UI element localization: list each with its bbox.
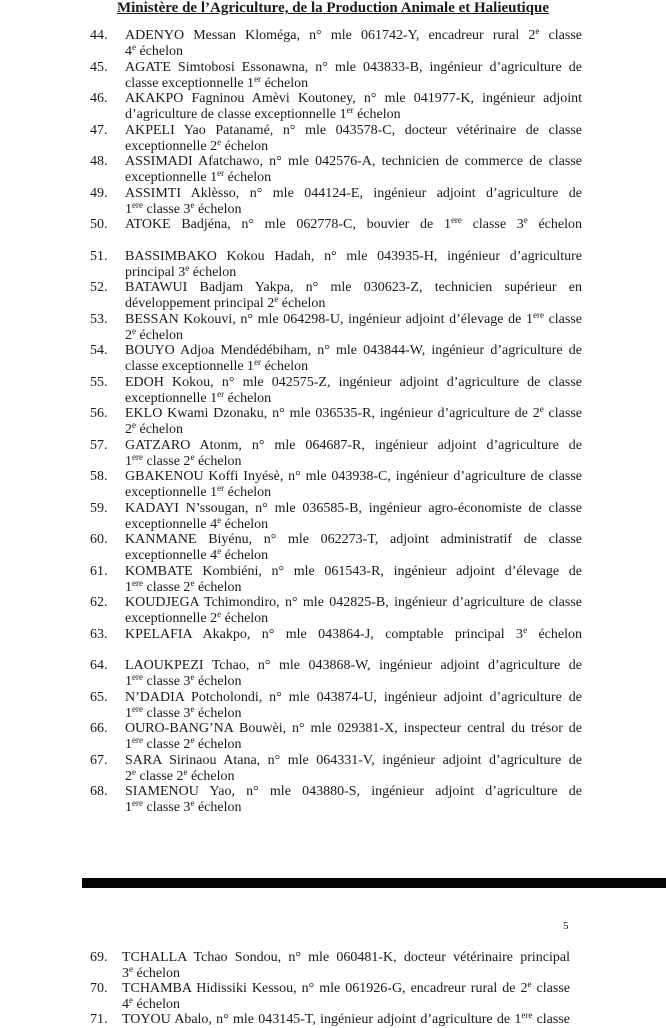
item-number: 55.: [90, 374, 108, 390]
item-text-line1: KOMBATE Kombiéni, n° mle 061543-R, ingénieur adjoint d’élevage de: [125, 563, 582, 579]
item-number: 51.: [90, 248, 108, 264]
item-number: 54.: [90, 343, 108, 358]
item-number: 47.: [90, 122, 108, 138]
item-text-line1: ASSIMTI Aklèsso, n° mle 044124-E, ingénieur adjoint d’agriculture de: [125, 185, 582, 201]
item-text-line2: exceptionnelle 2e échelon: [125, 136, 269, 154]
item-text-line2: 1ere classe 2e échelon: [125, 451, 242, 469]
item-text-line2: exceptionnelle 1er échelon: [125, 483, 272, 500]
item-number: 45.: [90, 59, 108, 75]
item-text-line1: ADENYO Messan Kloméga, n° mle 061742-Y, encadreur rural 2e classe: [125, 26, 582, 43]
item-number: 59.: [90, 500, 108, 516]
item-text-line2: 1ere classe 3e échelon: [125, 672, 242, 689]
item-text-line2: 4e échelon: [122, 995, 181, 1012]
item-text-line1: GBAKENOU Koffi Inyésè, n° mle 043938-C, ingénieur d’agriculture de classe: [125, 469, 582, 484]
item-number: 53.: [90, 311, 108, 327]
item-text-line2: 1ere classe 2e échelon: [125, 735, 242, 752]
item-text-line1: AKPELI Yao Patanamé, n° mle 043578-C, docteur vétérinaire de classe: [125, 122, 582, 138]
item-number: 48.: [90, 154, 108, 169]
item-text-line2: classe exceptionnelle 1er échelon: [125, 357, 309, 374]
item-text-line1: SIAMENOU Yao, n° mle 043880-S, ingénieur adjoint d’agriculture de: [125, 784, 582, 799]
item-text-line1: ATOKE Badjéna, n° mle 062778-C, bouvier de 1ere classe 3e échelon: [125, 215, 582, 232]
page-number: 5: [563, 920, 569, 932]
item-text-line1: BASSIMBAKO Kokou Hadah, n° mle 043935-H, ingénieur d’agriculture: [125, 248, 582, 264]
item-text-line1: ASSIMADI Afatchawo, n° mle 042576-A, technicien de commerce de classe: [125, 154, 582, 169]
item-text-line1: AGATE Simtobosi Essonawna, n° mle 043833-B, ingénieur d’agriculture de: [125, 59, 582, 75]
item-text-line1: OURO-BANG’NA Bouwèi, n° mle 029381-X, inspecteur central du trésor de: [125, 721, 582, 736]
ministry-heading: Ministère de l’Agriculture, de la Production Animale et Halieutique: [116, 0, 550, 16]
page-separator-band: [82, 878, 666, 888]
item-text-line2: 4e échelon: [125, 42, 184, 59]
item-text-line1: KPELAFIA Akakpo, n° mle 043864-J, comptable principal 3e échelon: [125, 624, 582, 642]
item-text-line2: exceptionnelle 2e échelon: [125, 609, 269, 626]
item-text-line2: classe exceptionnelle 1er échelon: [125, 73, 309, 91]
item-text-line2: d’agriculture de classe exceptionnelle 1er échelon: [125, 105, 401, 122]
item-text-line2: exceptionnelle 1er échelon: [125, 388, 272, 406]
item-number: 50.: [90, 217, 108, 232]
item-text-line2: 2e classe 2e échelon: [125, 766, 235, 784]
item-text-line1: KADAYI N’ssougan, n° mle 036585-B, ingénieur agro-économiste de classe: [125, 500, 582, 516]
item-number: 49.: [90, 185, 108, 201]
item-number: 66.: [90, 721, 108, 736]
item-text-line2: exceptionnelle 4e échelon: [125, 514, 269, 532]
item-number: 60.: [90, 532, 108, 547]
item-text-line1: KOUDJEGA Tchimondiro, n° mle 042825-B, ingénieur d’agriculture de classe: [125, 595, 582, 610]
item-number: 63.: [90, 626, 108, 642]
item-number: 67.: [90, 752, 108, 768]
item-text-line2: 1ere classe 3e échelon: [125, 703, 242, 721]
item-text-line1: LAOUKPEZI Tchao, n° mle 043868-W, ingénieur adjoint d’agriculture de: [125, 658, 582, 673]
item-number: 52.: [90, 280, 108, 295]
item-text-line1: N’DADIA Potcholondi, n° mle 043874-U, ingénieur adjoint d’agriculture de: [125, 689, 582, 705]
item-text-line2: principal 3e échelon: [125, 262, 237, 280]
item-number: 65.: [90, 689, 108, 705]
item-text-line2: 1ere classe 3e échelon: [125, 798, 242, 815]
item-text-line1: BESSAN Kokouvi, n° mle 064298-U, ingénieur adjoint d’élevage de 1ere classe: [125, 309, 582, 327]
item-text-line1: KANMANE Biyénu, n° mle 062273-T, adjoint administratif de classe: [125, 532, 582, 547]
item-text-line2: exceptionnelle 1er échelon: [125, 168, 272, 185]
item-text-line1: TOYOU Abalo, n° mle 043145-T, ingénieur adjoint d’agriculture de 1ere classe: [122, 1010, 570, 1027]
item-text-line2: 2e échelon: [125, 420, 184, 437]
item-text-line1: TCHAMBA Hidissiki Kessou, n° mle 061926-G, encadreur rural de 2e classe: [122, 979, 570, 996]
item-text-line2: 3e échelon: [122, 964, 181, 981]
item-number: 57.: [90, 437, 108, 453]
item-number: 71.: [90, 1012, 108, 1027]
item-text-line1: EKLO Kwami Dzonaku, n° mle 036535-R, ingénieur d’agriculture de 2e classe: [125, 404, 582, 421]
item-number: 68.: [90, 784, 108, 799]
item-text-line2: développement principal 2e échelon: [125, 294, 326, 311]
item-text-line1: BOUYO Adjoa Mendédébiham, n° mle 043844-W, ingénieur d’agriculture de: [125, 343, 582, 358]
item-number: 61.: [90, 563, 108, 579]
item-text-line2: 1ere classe 2e échelon: [125, 577, 242, 595]
item-text-line1: BATAWUI Badjam Yakpa, n° mle 030623-Z, technicien supérieur en: [125, 280, 582, 295]
item-text-line1: AKAKPO Fagninou Amèvi Koutoney, n° mle 041977-K, ingénieur adjoint: [125, 91, 582, 106]
item-text-line2: 2e échelon: [125, 325, 184, 343]
item-number: 70.: [90, 981, 108, 996]
item-text-line1: SARA Sirinaou Atana, n° mle 064331-V, ingénieur adjoint d’agriculture de: [125, 752, 582, 768]
item-number: 58.: [90, 469, 108, 484]
item-number: 46.: [90, 91, 108, 106]
item-number: 69.: [90, 950, 108, 965]
item-number: 56.: [90, 406, 108, 421]
item-text-line1: GATZARO Atonm, n° mle 064687-R, ingénieur adjoint d’agriculture de: [125, 437, 582, 453]
item-text-line1: EDOH Kokou, n° mle 042575-Z, ingénieur adjoint d’agriculture de classe: [125, 374, 582, 390]
item-text-line1: TCHALLA Tchao Sondou, n° mle 060481-K, docteur vétérinaire principal: [122, 950, 570, 965]
item-number: 64.: [90, 658, 108, 673]
item-number: 44.: [90, 28, 108, 43]
item-text-line2: 1ere classe 3e échelon: [125, 199, 242, 217]
item-number: 62.: [90, 595, 108, 610]
item-text-line2: exceptionnelle 4e échelon: [125, 546, 269, 563]
